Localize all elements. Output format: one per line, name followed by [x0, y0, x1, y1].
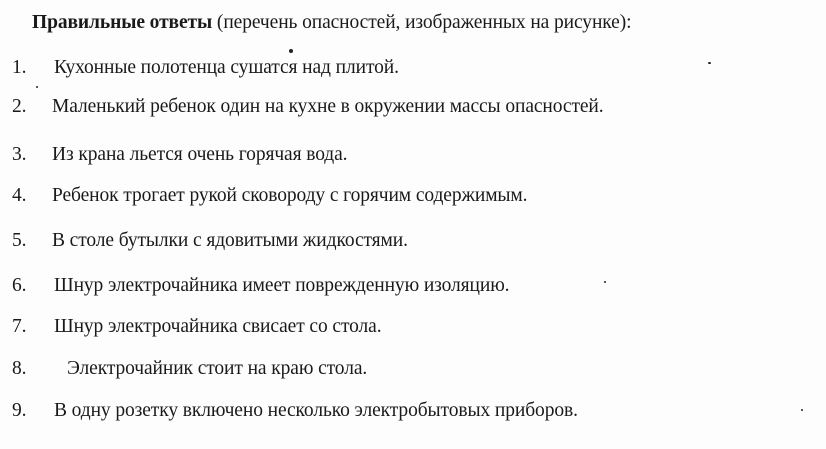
item-text: Ребенок трогает рукой сковороду с горячим содержимым. — [52, 185, 528, 206]
scan-speck — [289, 49, 293, 53]
list-item — [12, 356, 367, 382]
item-text: Из крана льется очень горячая вода. — [52, 144, 348, 165]
item-number: 7. — [12, 316, 27, 337]
heading-description: (перечень опасностей, изображенных на рисунке): — [216, 12, 632, 33]
list-item — [12, 55, 399, 81]
item-text: Шнур электрочайника имеет поврежденную изоляцию. — [54, 275, 510, 296]
list-item — [12, 398, 578, 424]
item-text: Маленький ребенок один на кухне в окружении массы опасностей. — [52, 96, 604, 117]
scan-speck — [708, 62, 711, 64]
answers-heading — [32, 10, 631, 36]
item-number: 3. — [12, 144, 27, 165]
scan-speck — [604, 281, 606, 283]
item-text: В одну розетку включено несколько электробытовых приборов. — [54, 400, 578, 421]
list-item — [12, 273, 509, 299]
item-number: 9. — [12, 400, 27, 421]
list-item — [12, 183, 527, 209]
list-item — [12, 142, 347, 168]
item-number: 2. — [12, 96, 27, 117]
list-item — [12, 228, 408, 254]
item-text: В столе бутылки с ядовитыми жидкостями. — [52, 230, 408, 251]
item-text: Шнур электрочайника свисает со стола. — [54, 316, 382, 337]
item-number: 4. — [12, 185, 27, 206]
heading-bold-label: Правильные ответы — [32, 12, 213, 33]
scan-speck — [36, 86, 38, 88]
list-item — [12, 314, 382, 340]
item-number: 1. — [12, 57, 27, 78]
scan-speck — [801, 409, 803, 411]
item-text: Кухонные полотенца сушатся над плитой. — [54, 57, 399, 78]
item-number: 8. — [12, 358, 27, 379]
item-number: 6. — [12, 275, 27, 296]
item-text: Электрочайник стоит на краю стола. — [67, 358, 368, 379]
list-item — [12, 94, 604, 120]
item-number: 5. — [12, 230, 27, 251]
